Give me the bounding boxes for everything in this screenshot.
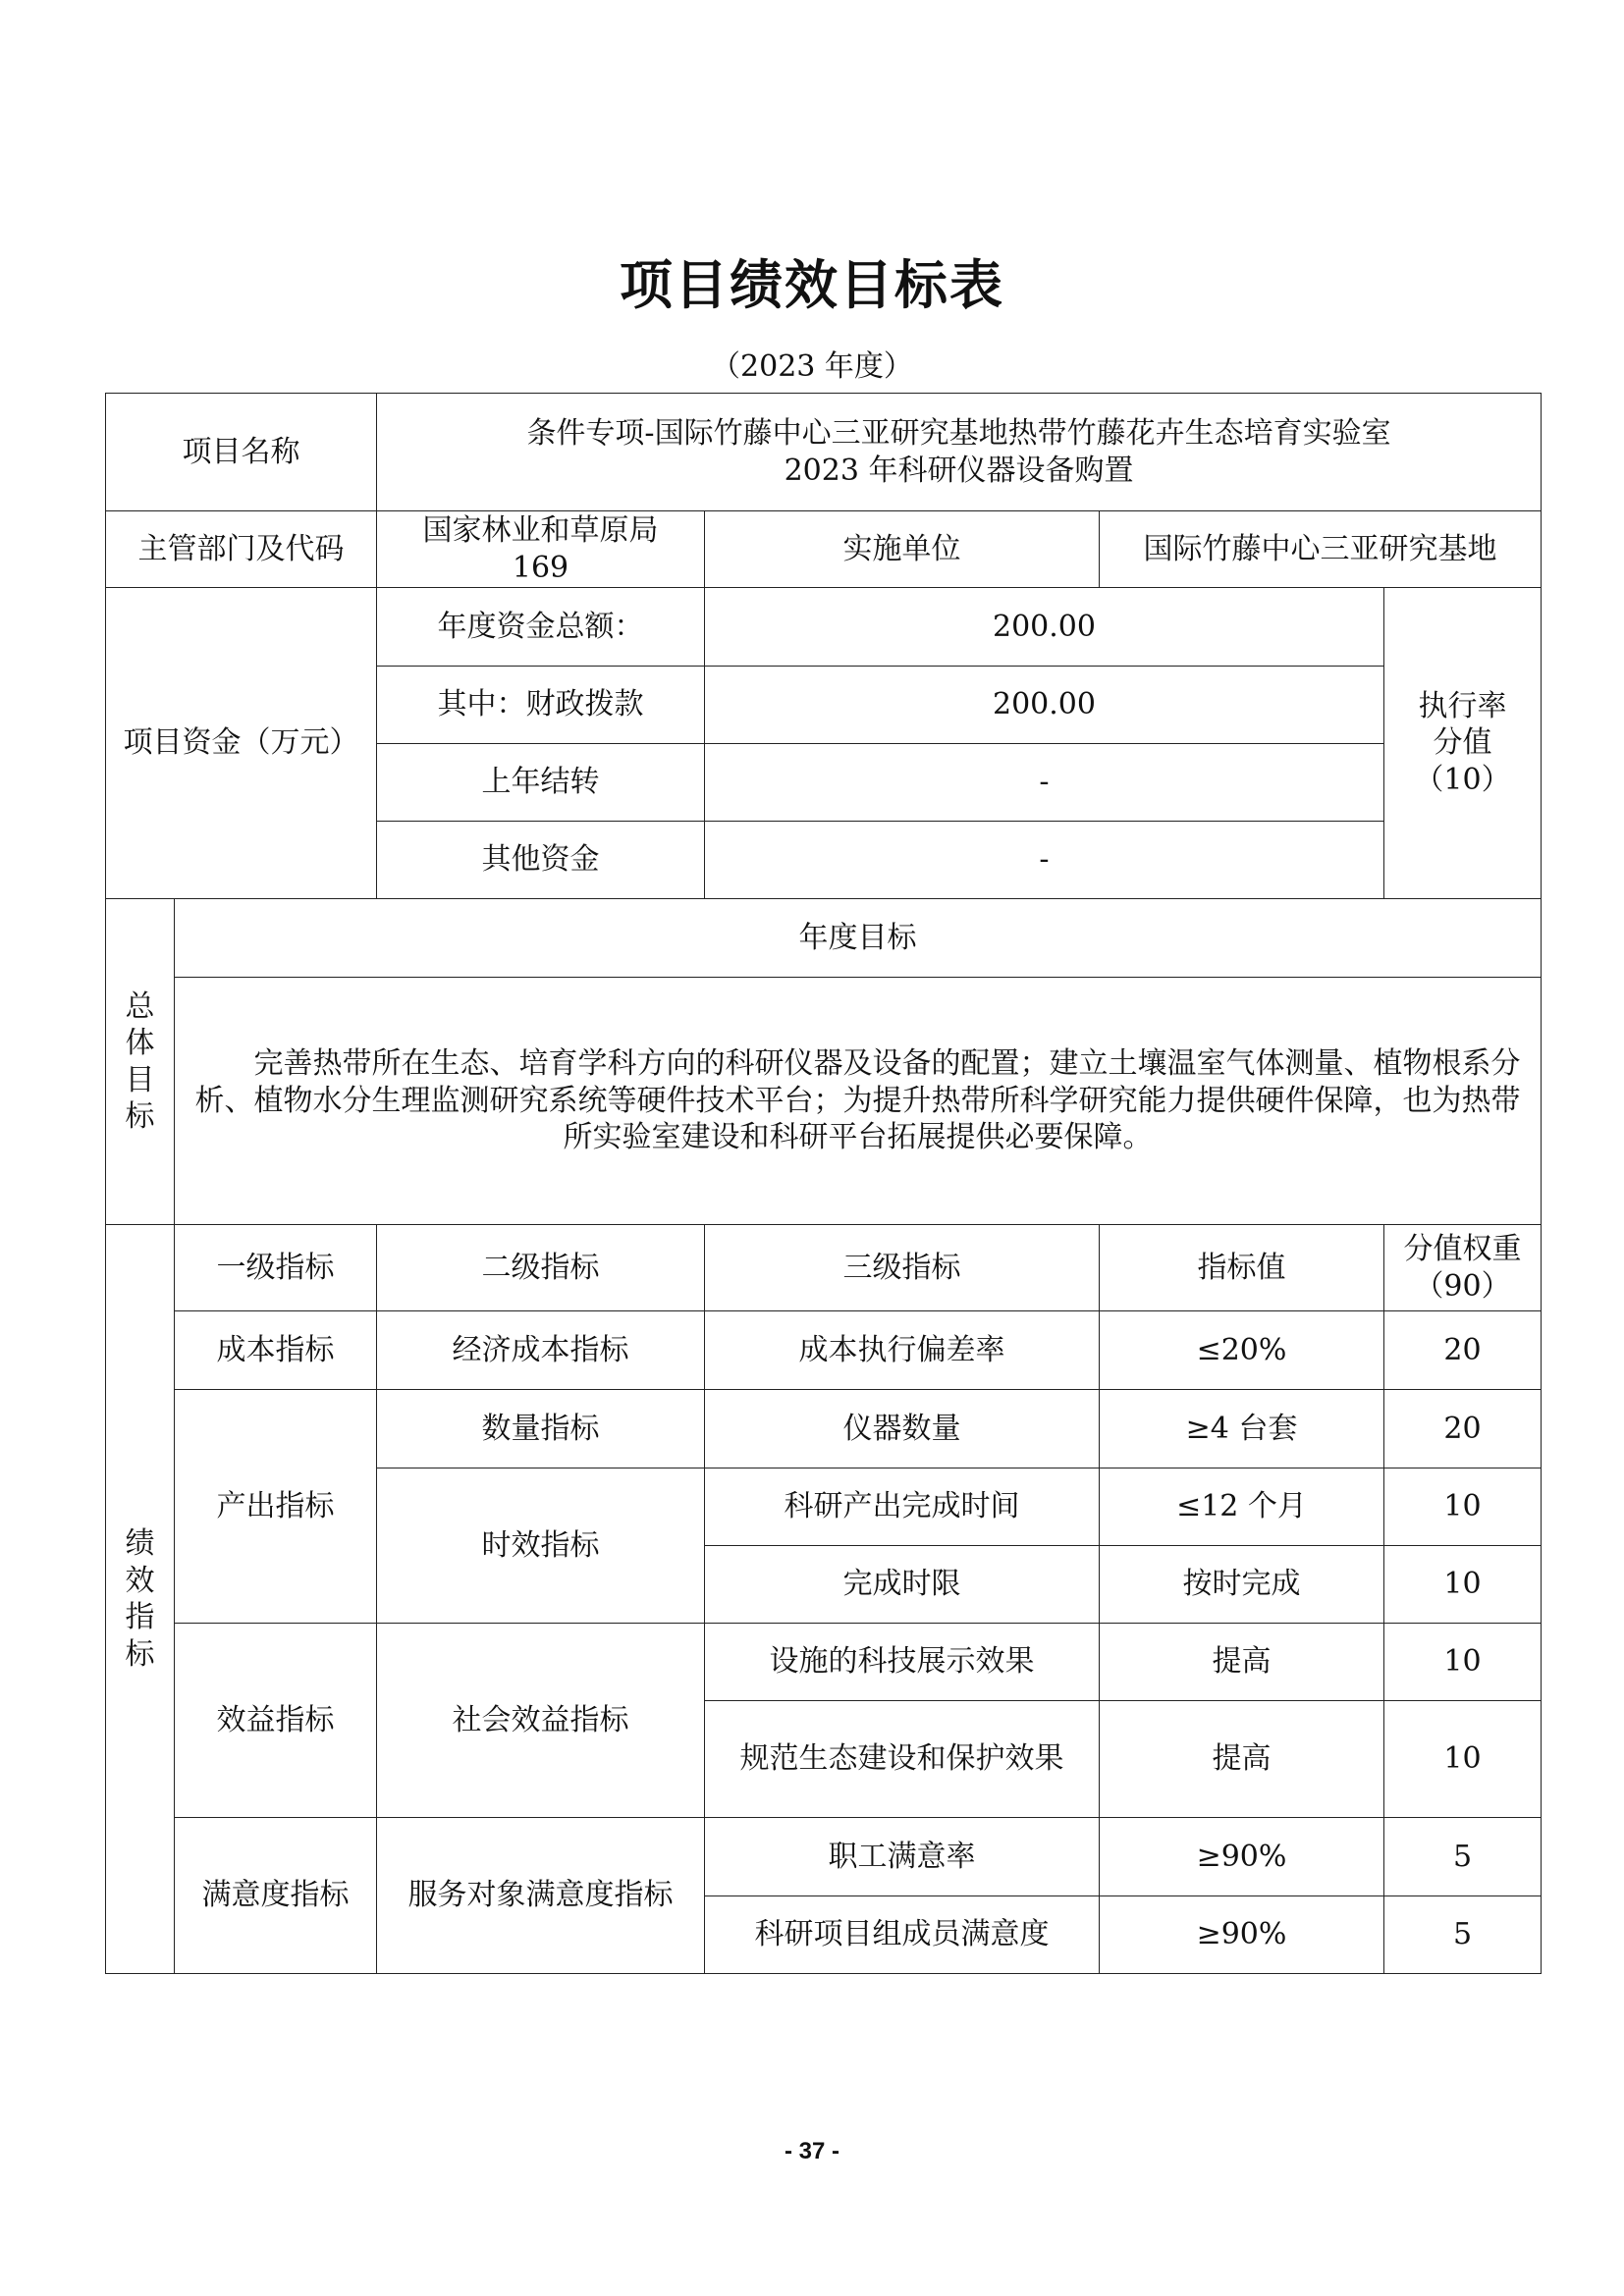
execution-rate-line1: 执行率 [1418, 688, 1507, 723]
indicator-value: 提高 [1100, 1701, 1384, 1818]
level1-indicator: 产出指标 [175, 1390, 377, 1624]
execution-rate-line2: 分值 [1433, 725, 1492, 761]
level1-indicator: 效益指标 [175, 1624, 377, 1818]
performance-indicator-label-char: 指 [125, 1600, 155, 1634]
performance-indicator-label-char: 效 [125, 1563, 155, 1598]
project-name-line1: 条件专项-国际竹藤中心三亚研究基地热带竹藤花卉生态培育实验室 [526, 416, 1391, 451]
project-name-line2: 2023 年科研仪器设备购置 [784, 453, 1134, 488]
execution-rate-line3: （10） [1414, 762, 1511, 797]
department-value [377, 511, 705, 588]
indicator-weight: 10 [1384, 1546, 1542, 1624]
indicator-value: ≤20% [1100, 1311, 1384, 1390]
indicator-row [106, 1311, 1542, 1390]
level3-indicator: 职工满意率 [705, 1818, 1100, 1896]
page-title: 项目绩效目标表 [620, 254, 1004, 316]
level2-indicator: 社会效益指标 [377, 1624, 705, 1818]
overall-goal-label-char: 总 [125, 988, 155, 1024]
implementing-unit-label: 实施单位 [705, 511, 1100, 588]
level3-indicator: 完成时限 [705, 1546, 1100, 1624]
overall-goal-label-char: 体 [125, 1026, 155, 1060]
header-level3: 三级指标 [705, 1225, 1100, 1311]
level3-indicator: 规范生态建设和保护效果 [705, 1701, 1100, 1818]
page-number: - 37 - [784, 2138, 839, 2164]
header-level2: 二级指标 [377, 1225, 705, 1311]
overall-goal-label-char: 目 [125, 1062, 155, 1097]
fund-row-value: 200.00 [705, 588, 1384, 667]
fund-row-value: - [705, 822, 1384, 899]
execution-rate-score [1384, 588, 1542, 899]
indicator-value: ≥4 台套 [1100, 1390, 1384, 1468]
project-name-value [377, 394, 1542, 511]
level1-indicator: 满意度指标 [175, 1818, 377, 1974]
indicator-row [106, 1624, 1542, 1701]
department-code: 169 [512, 550, 569, 585]
indicator-weight: 10 [1384, 1468, 1542, 1546]
annual-goal-text: 完善热带所在生态、培育学科方向的科研仪器及设备的配置；建立土壤温室气体测量、植物根系分析、植物水分生理监测研究系统等硬件技术平台；为提升热带所科学研究能力提供硬件保障，也为热带所实验室建设和科研平台拓展提供必要保障。 [175, 978, 1542, 1225]
indicator-value: ≥90% [1100, 1896, 1384, 1974]
level3-indicator: 科研项目组成员满意度 [705, 1896, 1100, 1974]
level3-indicator: 设施的科技展示效果 [705, 1624, 1100, 1701]
level2-indicator: 数量指标 [377, 1390, 705, 1468]
indicator-weight: 20 [1384, 1311, 1542, 1390]
indicator-value: ≤12 个月 [1100, 1468, 1384, 1546]
department-name: 国家林业和草原局 [422, 513, 659, 548]
indicator-value: ≥90% [1100, 1818, 1384, 1896]
overall-goal-label-char: 标 [125, 1099, 155, 1134]
project-name-label: 项目名称 [106, 394, 377, 511]
level1-indicator: 成本指标 [175, 1311, 377, 1390]
header-weight [1384, 1225, 1542, 1311]
fund-row-label: 其中：财政拨款 [377, 667, 705, 744]
fund-row-value: - [705, 744, 1384, 822]
fund-row-label: 上年结转 [377, 744, 705, 822]
project-name-row [106, 394, 1542, 511]
indicator-weight: 10 [1384, 1701, 1542, 1818]
overall-goal-label [106, 899, 175, 1225]
annual-goal-header: 年度目标 [175, 899, 1542, 978]
level2-indicator: 时效指标 [377, 1468, 705, 1624]
overall-goal-text-row [106, 978, 1542, 1225]
indicator-header-row [106, 1225, 1542, 1311]
header-value: 指标值 [1100, 1225, 1384, 1311]
fund-row [106, 588, 1542, 667]
level2-indicator: 经济成本指标 [377, 1311, 705, 1390]
indicator-value: 按时完成 [1100, 1546, 1384, 1624]
indicator-weight: 20 [1384, 1390, 1542, 1468]
fund-row-label: 其他资金 [377, 822, 705, 899]
performance-indicator-label-char: 绩 [125, 1526, 155, 1561]
indicator-row [106, 1818, 1542, 1896]
indicator-value: 提高 [1100, 1624, 1384, 1701]
fund-row-label: 年度资金总额： [377, 588, 705, 667]
level3-indicator: 仪器数量 [705, 1390, 1100, 1468]
performance-indicator-label-char: 标 [125, 1636, 155, 1672]
department-label: 主管部门及代码 [106, 511, 377, 588]
overall-goal-header-row [106, 899, 1542, 978]
indicator-weight: 10 [1384, 1624, 1542, 1701]
header-level1: 一级指标 [175, 1225, 377, 1311]
department-row [106, 511, 1542, 588]
performance-indicator-label [106, 1225, 175, 1974]
page-subtitle: （2023 年度） [711, 349, 913, 384]
implementing-unit-value: 国际竹藤中心三亚研究基地 [1100, 511, 1542, 588]
level2-indicator: 服务对象满意度指标 [377, 1818, 705, 1974]
performance-target-table [105, 393, 1542, 1974]
indicator-weight: 5 [1384, 1818, 1542, 1896]
header-weight-line2: （90） [1414, 1268, 1511, 1304]
header-weight-line1: 分值权重 [1403, 1232, 1522, 1266]
funds-label: 项目资金（万元） [106, 588, 377, 899]
level3-indicator: 科研产出完成时间 [705, 1468, 1100, 1546]
indicator-row [106, 1390, 1542, 1468]
fund-row-value: 200.00 [705, 667, 1384, 744]
level3-indicator: 成本执行偏差率 [705, 1311, 1100, 1390]
indicator-weight: 5 [1384, 1896, 1542, 1974]
